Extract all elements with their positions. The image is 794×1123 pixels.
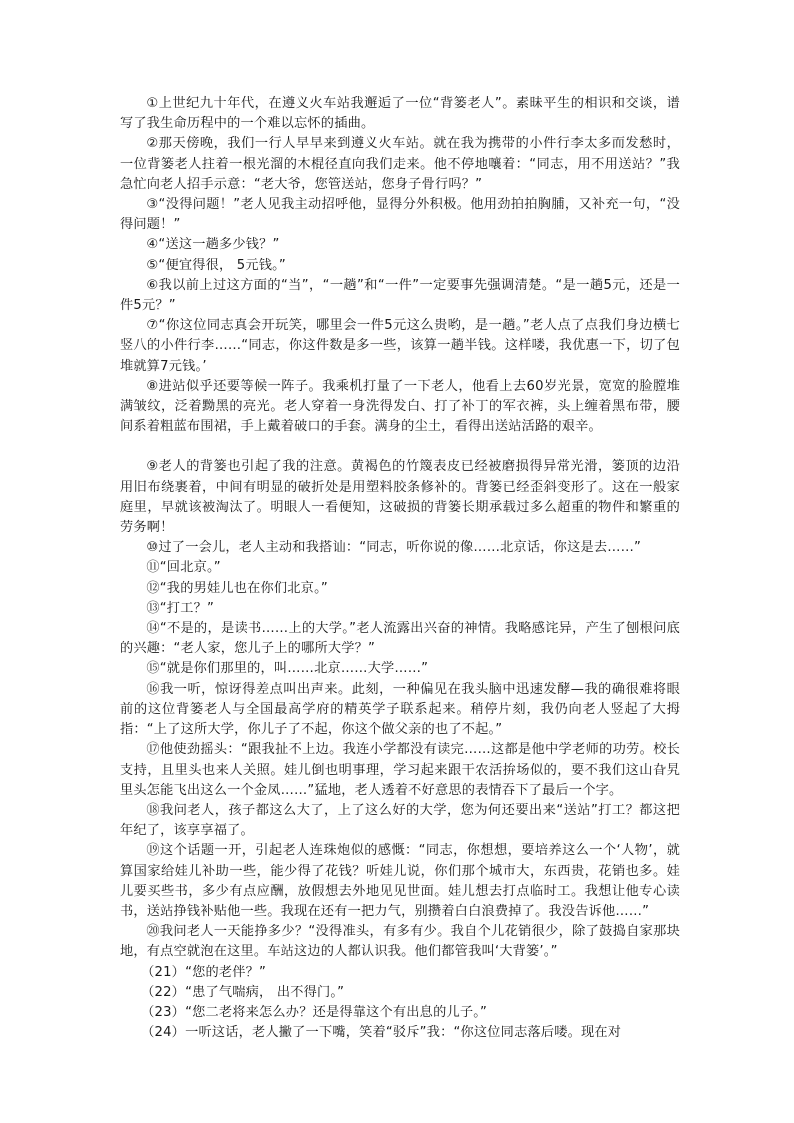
paragraph-4: ④“送这一趟多少钱？”	[146, 237, 280, 253]
paragraph-6: ⑥我以前上过这方面的“当”，“一趟”和“一件”一定要事先强调清楚。“是一趟5元，还是一件5元？”	[120, 277, 680, 314]
paragraph-18: ⑱我问老人，孩子都这么大了，上了这么好的大学，您为何还要出来“送站”打工？都这把年纪了，该享享福了。	[120, 802, 680, 839]
paragraph-2: ②那天傍晚，我们一行人早早来到遵义火车站。就在我为携带的小件行李太多而发愁时，一位背篓老人拄着一根光溜的木棍径直向我们走来。他不停地嚷着：“同志，用不用送站？”我急忙向老人招手示意：“老大爷，您管送站，您身子骨行吗？”	[120, 136, 680, 192]
paragraph-11: ⑪“回北京。”	[146, 560, 221, 576]
paragraph-9: ⑨老人的背篓也引起了我的注意。黄褐色的竹篾表皮已经被磨损得异常光滑，篓顶的边沿用旧布绕裹着，中间有明显的破折处是用塑料胶条修补的。背篓已经歪斜变形了。这在一般家庭里，早就该被淘汰了。明眼人一看便知，这破损的背篓长期承载过多么超重的物件和繁重的劳务啊！	[120, 459, 680, 536]
paragraph-1: ①上世纪九十年代，在遵义火车站我邂逅了一位“背篓老人”。素昧平生的相识和交谈，谱写了我生命历程中的一个难以忘怀的插曲。	[120, 96, 680, 132]
paragraph-15: ⑮“就是你们那里的，叫……北京……大学……”	[146, 661, 429, 677]
article-body	[120, 94, 680, 1043]
paragraph-8: ⑧进站似乎还要等候一阵子。我乘机打量了一下老人，他看上去60岁光景，宽宽的脸膛堆满皱纹，泛着黝黑的亮光。老人穿着一身洗得发白、打了补丁的军衣裤，头上缠着黑布带，腰间系着粗蓝布围裙，手上戴着破口的手套。满身的尘土，看得出送站活路的艰辛。	[120, 378, 680, 435]
paragraph-21: （21）“您的老伴？”	[141, 964, 267, 980]
paragraph-12: ⑫“我的男娃儿也在你们北京。”	[146, 580, 328, 596]
paragraph-13: ⑬“打工？”	[146, 600, 215, 616]
paragraph-10: ⑩过了一会儿，老人主动和我搭讪：“同志，听你说的像……北京话，你这是去……”	[146, 540, 642, 556]
paragraph-24: （24）一听这话，老人撇了一下嘴，笑着“驳斥”我：“你这位同志落后喽。现在对	[141, 1025, 622, 1041]
paragraph-3: ③“没得问题！”老人见我主动招呼他，显得分外积极。他用劲拍拍胸脯，又补充一句，“没得问题！”	[120, 197, 680, 233]
paragraph-14: ⑭“不是的，是读书……上的大学。”老人流露出兴奋的神情。我略感诧异，产生了刨根问底的兴趣：“老人家，您儿子上的哪所大学？”	[120, 621, 680, 657]
paragraph-22: （22）“患了气喘病， 出不得门。”	[141, 984, 345, 1000]
paragraph-23: （23）“您二老将来怎么办？还是得靠这个有出息的儿子。”	[141, 1004, 488, 1020]
paragraph-7: ⑦“你这位同志真会开玩笑，哪里会一件5元这么贵哟，是一趟。”老人点了点我们身边横七竖八的小件行李……“同志，你这件数是多一些，该算一趟半钱。这样喽，我优惠一下，切了包堆就算7元钱。’	[120, 318, 680, 374]
paragraph-20: ⑳我问老人一天能挣多少？“没得准头，有多有少。我自个儿花销很少，除了鼓捣自家那块地，有点空就泡在这里。车站这边的人都认识我。他们都管我叫‘大背篓’。”	[120, 924, 680, 960]
paragraph-16: ⑯我一听，惊讶得差点叫出声来。此刻，一种偏见在我头脑中迅速发酵—我的确很难将眼前的这位背篓老人与全国最高学府的精英学子联系起来。稍停片刻，我仍向老人竖起了大拇指：“上了这所大学，你儿子了不起，你这个做父亲的也了不起。”	[120, 681, 680, 738]
paragraph-17: ⑰他使劲摇头：“跟我扯不上边。我连小学都没有读完……这都是他中学老师的功劳。校长支持，且里头也来人关照。娃儿倒也明事理，学习起来跟干农活拚场似的，要不我们这山旮旯里头怎能飞出这么一个金凤……”猛地，老人透着不好意思的表情吞下了最后一个字。	[120, 742, 680, 798]
paragraph-19: ⑲这个话题一开，引起老人连珠炮似的感慨：“同志，你想想，要培养这么一个‘人物’，就算国家给娃儿补助一些，能少得了花钱？听娃儿说，你们那个城市大，东西贵，花销也多。娃儿要买些书，多少有点应酬，放假想去外地见见世面。娃儿想去打点临时工。我想让他专心读书，送站挣钱补贴他一些。我现在还有一把力气，别攒着白白浪费掉了。我没告诉他……”	[120, 843, 680, 919]
paragraph-5: ⑤“便宜得很， 5元钱。”	[146, 257, 286, 273]
